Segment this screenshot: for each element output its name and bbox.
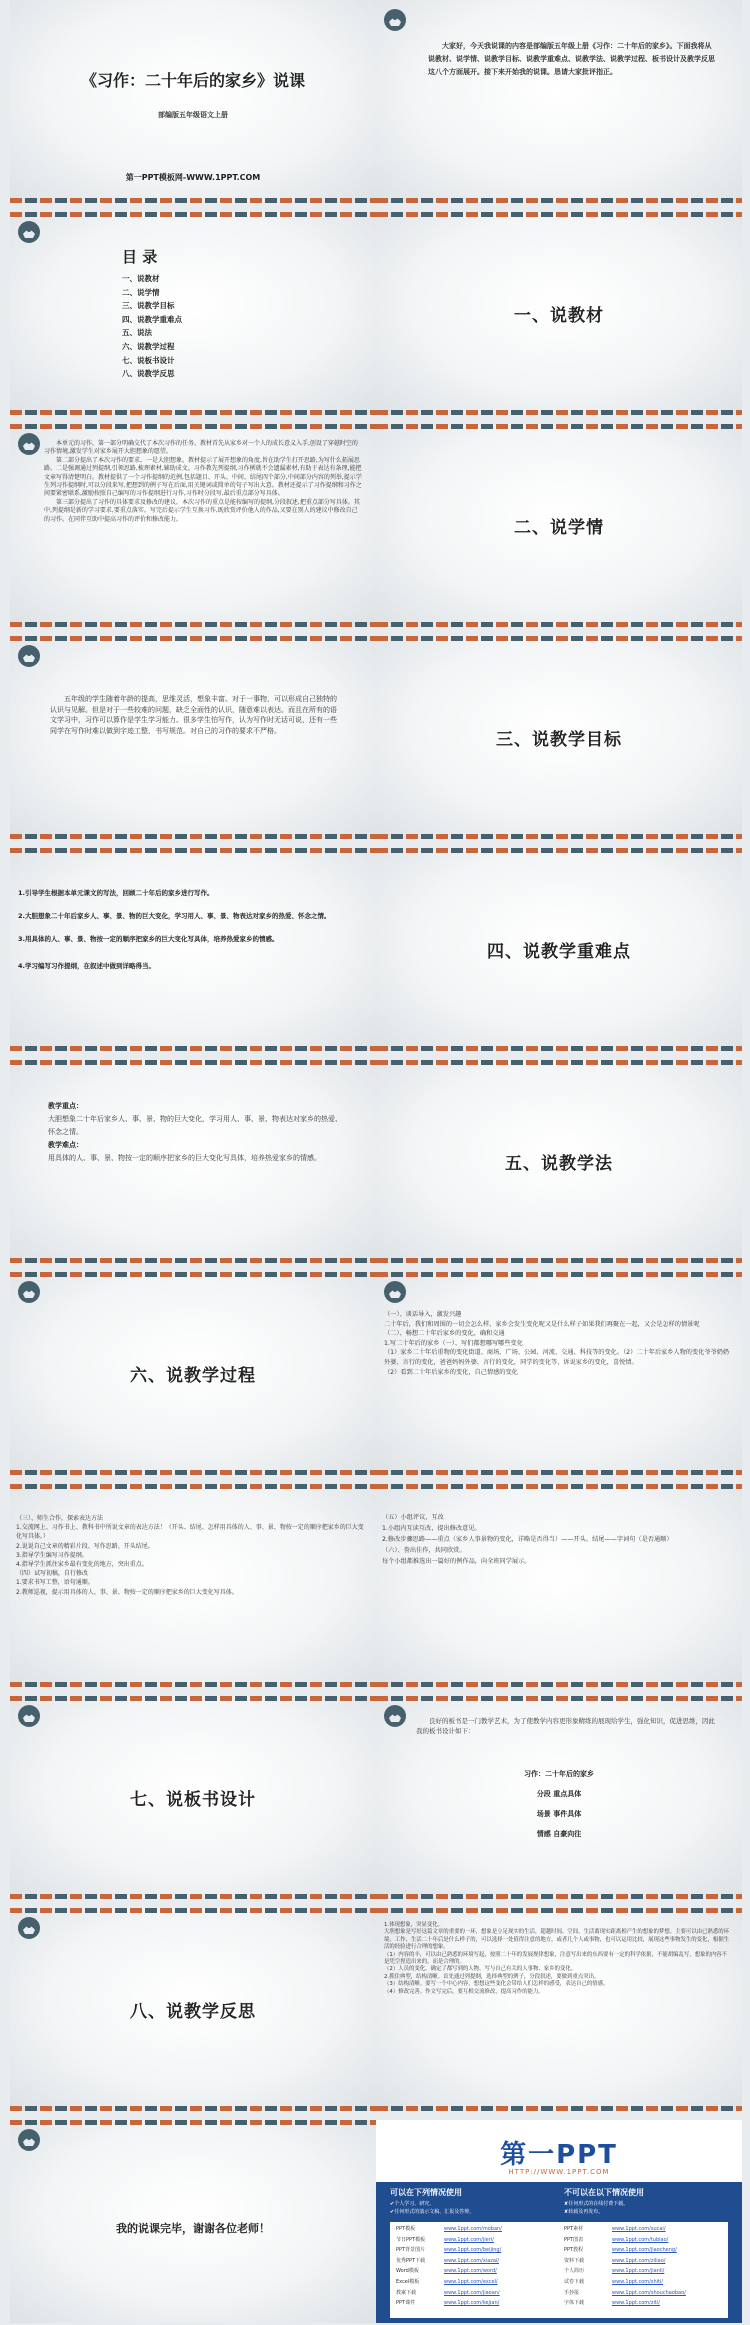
reflection-line: 2.抓住典型，结构清晰。首先通过列提纲，选择典型的例子，分段叙述，要做到重点突出。 <box>384 1973 600 1980</box>
student-analysis: 五年级的学生随着年龄的提高，思维灵活，想象丰富。对于一事物，可以形成自己独特的认识与见解。但是对于一些较难的问题，缺乏全面性的认识，随意难以表达。而且在所有的语文学习中，习作可以算作是学生学习能力。很多学生怕写作，认为写作时无话可说，还有一些同学在写作时难以做到字迹工整，书写规范。对自己的习作的要求不严格。 <box>50 695 337 735</box>
reflection-line: 大胆想象是写好这篇文章的重要的一环，想象是立足现实的生活，超越时间、空间，生活离现实距离相产生的想象的梦想。主要可以由已熟悉的环境、工作、生活二十年后是什么样子的，可以选择一处值得注意的地方，或者几个人或事物，也可以运用比较，展现这些事物发生的变化，根据生活的经验进行合理的想象。 <box>384 1929 730 1951</box>
bottom-stripe <box>376 198 742 203</box>
slide-7 <box>10 636 376 839</box>
process-line: 4.指导学生抓住家乡最有变化的地方，突出重点。 <box>16 1561 148 1569</box>
board-line: 情感 自豪向往 <box>536 1830 582 1838</box>
board-line: 分段 重点具体 <box>536 1790 582 1798</box>
site-link[interactable]: www.1ppt.com/tubiao/ <box>612 2236 669 2243</box>
process-line: （三）、师生合作，探索表达方法 <box>16 1515 104 1522</box>
link-label: Word模板 <box>396 2268 419 2275</box>
objective-item: 3.用具体的人、事、景、物按一定的顺序把家乡的巨大变化写具体，培养热爱家乡的情感。 <box>18 935 279 943</box>
section-title: 三、说教学目标 <box>496 730 622 750</box>
badge-icon <box>384 9 406 31</box>
top-stripe <box>10 1484 376 1489</box>
process-line: 1.小组内互读互改，提出修改意见。 <box>382 1525 481 1532</box>
bottom-stripe <box>376 1682 742 1687</box>
link-label: 教案下载 <box>396 2289 417 2296</box>
top-stripe <box>376 1484 742 1489</box>
key-point-heading: 教学重点： <box>48 1102 83 1110</box>
bottom-stripe <box>376 1894 742 1899</box>
site-link[interactable]: www.1ppt.com/jiaocheng/ <box>612 2247 677 2254</box>
link-label: 优秀PPT下载 <box>396 2257 426 2264</box>
slide-3 <box>10 212 376 415</box>
process-line: （1）家乡二十年后重物的变化街道、商场、广场、公园、河流、交通、科技等的变化。（2）二十年后家乡人物的变化爷爷奶奶外婆、言行的变化，爸爸妈妈外婆、言行的变化，同学的变化等，诉说家乡的变化，喜悦情。 <box>384 1349 730 1366</box>
board-intro: 良好的板书是一门教学艺术，为了使教学内容更形象精练的展现给学生，强化知识，促进思维，因此我的板书设计如下： <box>416 1717 715 1735</box>
link-label: PPT背景图片 <box>396 2247 426 2254</box>
site-name: 第一PPT模板网-WWW.1PPT.COM <box>125 173 261 182</box>
board-design <box>376 1764 742 1844</box>
site-link[interactable]: www.1ppt.com/beijing/ <box>444 2247 502 2254</box>
toc-item: 五、说法 <box>122 328 152 338</box>
link-label: PPT图表 <box>564 2236 584 2243</box>
board-line: 习作：二十年后的家乡 <box>524 1770 594 1778</box>
allowed-item: ✔个人学习、研究。 <box>390 2201 435 2207</box>
process-line: 1.交流网上、习作书上、教科书中所说文章的表达方法！（开头、结尾、怎样用具体的人、事、景、物按一定的顺序把家乡的巨大变化写具体。） <box>16 1524 364 1541</box>
top-stripe <box>376 1908 742 1913</box>
allowed-item: ✔任何形式的演示文稿、汇报及答辩。 <box>390 2209 475 2215</box>
site-link[interactable]: www.1ppt.com/shiti/ <box>612 2278 664 2285</box>
process-line: 二十年后，我们和周围的一切会怎么样，家乡会发生变化呢又是什么样子如果我们再聚在一起，又会是怎样的情景呢 <box>384 1320 700 1328</box>
textbook-analysis <box>44 440 362 524</box>
toc-item: 二、说学情 <box>122 287 160 297</box>
top-stripe <box>10 1060 376 1065</box>
slide-2 <box>376 0 742 203</box>
process-line: 2.修改步骤思路——重点（家乡人事景物的变化，详略是否得当）——开头、结尾——字词句（是否通顺） <box>382 1536 673 1543</box>
site-link[interactable]: www.1ppt.com/excel/ <box>444 2278 498 2285</box>
process-line: （一）、谈话导入，激发兴趣 <box>384 1311 462 1318</box>
board-line: 场景 事件具体 <box>536 1810 582 1818</box>
process-line: （二）、畅想二十年后家乡的变化，确和交通 <box>384 1330 505 1338</box>
slide-10 <box>376 848 742 1051</box>
link-label: PPT素材 <box>564 2226 584 2232</box>
right-labels <box>564 2224 610 2309</box>
slide-5 <box>10 424 376 627</box>
bottom-stripe <box>10 198 376 203</box>
intro-text: 大家好，今天我说课的内容是部编版五年级上册《习作：二十年后的家乡》。下面我将从说教材、说学情、说教学目标、说教学重难点、说教学法、说教学过程、板书设计及教学反思这八个方面展开。接下来开始我的说课。恳请大家批评指正。 <box>428 42 715 76</box>
reflection-line: （1）内容的丰，可以由已熟悉的环境写起，按照二十年的发展规律想象，注意写出来的东西要有一定的科学依据，不能胡编乱写，想象的内容不是凭空捏造出来的，而是合理的。 <box>384 1951 728 1966</box>
link-label: 个人简历 <box>564 2268 585 2275</box>
slide-16 <box>376 1484 742 1687</box>
reflection-line: 1.体现想象，突显变化。 <box>384 1922 444 1928</box>
top-stripe <box>10 636 376 641</box>
process-line: 3.指导学生编写习作提纲。 <box>16 1551 88 1559</box>
section-title: 一、说教材 <box>514 306 604 326</box>
top-stripe <box>10 212 376 217</box>
link-label: PPT模板 <box>396 2226 416 2232</box>
process-part-2 <box>16 1514 366 1597</box>
slide-8 <box>376 636 742 839</box>
process-line: （五）小组评议，互改 <box>382 1514 444 1521</box>
process-part-1 <box>384 1310 734 1377</box>
thanks-text: 我的说课完毕，谢谢各位老师！ <box>116 2222 270 2235</box>
key-points <box>48 1100 348 1165</box>
top-stripe <box>376 1272 742 1277</box>
reflection-text <box>384 1922 732 1996</box>
site-link[interactable]: www.1ppt.com/moban/ <box>444 2226 502 2232</box>
top-stripe <box>10 848 376 853</box>
top-stripe <box>10 2120 376 2125</box>
toc-item: 一、说教材 <box>122 274 160 283</box>
site-link[interactable]: www.1ppt.com/jieri/ <box>444 2236 494 2243</box>
site-link[interactable]: www.1ppt.com/jianli/ <box>612 2268 665 2275</box>
badge-icon <box>18 433 40 455</box>
objective-item: 1.引导学生根据本单元课文的写法，回顾二十年后的家乡进行写作。 <box>18 889 214 897</box>
section-title: 七、说板书设计 <box>130 1790 256 1810</box>
slide-9 <box>10 848 376 1051</box>
paragraph: 第三部分提出了习作的具体要求及修改的建议。本次习作的重点是能按编写的提纲,分段叙述,把重点部分写具体。其中,列提纲是新的学习要求,要重点落实。写完后提示学生互换习作,既欣赏评价他人的作品,又要在别人的建议中修改自己的习作。在同伴互助中提高习作的评价和修改能力。 <box>44 498 360 523</box>
link-label: 字体下载 <box>564 2300 585 2307</box>
link-label: 资料下载 <box>564 2257 585 2264</box>
badge-icon <box>384 1705 406 1727</box>
process-line: 1.要求书写工整，语句通顺。 <box>16 1579 94 1587</box>
link-label: Excel模板 <box>396 2278 420 2285</box>
site-link[interactable]: www.1ppt.com/xiazai/ <box>444 2257 500 2264</box>
paragraph: 第二部分提出了本次习作的要求。一是大胆想象。教材提示了展开想象的角度,旨在助学生打开思路,为写什么拓展思路。二是强调通过列提纲,引领思路,梳理素材,辅助成文。习作教先列提纲,习作例就不会遗漏素材,有助于表达有条理,能把文章写得清楚明白。教材提供了一个习作提纲的范例,包括题目、开头、中间、结尾四个部分,中间部分内容的列举,提示学生列习作提纲时,可以分段来写,把想到的例子写在后面,用关键词或简单的句子写出大意。教材还提示了习作提纲和习作之间要紧密联系,激励按照自己编写的习作提纲进行习作,习作时分段写,最后重点部分写具体。 <box>44 456 362 498</box>
bottom-stripe <box>10 410 376 415</box>
slide-4 <box>376 212 742 415</box>
toc-list <box>122 272 182 381</box>
badge-icon <box>18 645 40 667</box>
site-link[interactable]: www.1ppt.com/sucai/ <box>612 2226 666 2232</box>
toc-item: 六、说教学过程 <box>122 341 175 351</box>
forbidden-item: ✘转载及再发布。 <box>564 2209 604 2215</box>
toc-item: 八、说教学反思 <box>122 369 175 379</box>
objective-item: 4.学习编写习作提纲，在叙述中做到详略得当。 <box>18 962 155 970</box>
slide-12 <box>376 1060 742 1263</box>
slide-subtitle: 部编版五年级语文上册 <box>158 111 228 119</box>
process-line: （2）看到二十年后家乡的变化，自己情感的变化 <box>384 1368 518 1376</box>
link-label: PPT教程 <box>564 2247 584 2254</box>
process-line: 每个小组都推选出一篇好的例作品，向全班同学展示。 <box>382 1558 531 1565</box>
bottom-stripe <box>10 1046 376 1051</box>
slide-15 <box>10 1484 376 1687</box>
bottom-stripe <box>376 2106 742 2111</box>
key-point-text: 大胆想象二十年后家乡人、事、景、物的巨大变化，学习用人、事、景、物表达对家乡的热爱、怀念之情。 <box>48 1115 342 1136</box>
links-box <box>390 2222 728 2318</box>
difficulty-text: 用具体的人、事、景、物按一定的顺序把家乡的巨大变化写具体，培养热爱家乡的情感。 <box>48 1154 321 1162</box>
bottom-stripe <box>10 622 376 627</box>
link-label: 试卷下载 <box>564 2278 585 2285</box>
bottom-stripe <box>10 1682 376 1687</box>
brand-logo: 第一PPT <box>500 2140 618 2170</box>
process-line: 2.说说自己文章的精彩片段、写作思路、开头结尾。 <box>16 1542 154 1550</box>
site-link[interactable]: www.1ppt.com/kejian/ <box>444 2300 500 2307</box>
bottom-stripe <box>10 1258 376 1263</box>
badge-icon <box>18 2129 40 2151</box>
link-label: 节日PPT模板 <box>396 2236 426 2243</box>
forbidden-list <box>564 2200 628 2216</box>
slide-13 <box>10 1272 376 1475</box>
slide-14 <box>376 1272 742 1475</box>
slide-19 <box>10 1908 376 2111</box>
top-stripe <box>376 1696 742 1701</box>
slide-title: 《习作：二十年后的家乡》说课 <box>80 71 305 90</box>
bottom-stripe <box>10 834 376 839</box>
link-label: PPT课件 <box>396 2300 416 2307</box>
site-link[interactable]: www.1ppt.com/jiaoan/ <box>444 2289 500 2296</box>
process-line: （四）试写初稿，自行修改 <box>16 1570 89 1578</box>
brand-url: HTTP://WWW.1PPT.COM <box>508 2168 610 2176</box>
objectives-list <box>18 888 368 972</box>
left-links <box>444 2224 556 2309</box>
bottom-stripe <box>376 1470 742 1475</box>
difficulty-heading: 教学难点： <box>48 1141 83 1149</box>
section-title: 五、说教学法 <box>505 1154 613 1174</box>
site-link[interactable]: www.1ppt.com/word/ <box>444 2268 497 2275</box>
reflection-line: （3）结构清晰。要写一个中心内容，想想这些变化会带给人们怎样的感受，表达自己的情感。 <box>384 1981 609 1988</box>
slide-6 <box>376 424 742 627</box>
process-part-3 <box>382 1512 732 1567</box>
forbidden-item: ✘任何形式的在线付费下载。 <box>564 2201 629 2207</box>
usage-panel <box>376 2182 742 2323</box>
top-stripe <box>10 424 376 429</box>
allowed-list <box>390 2200 474 2216</box>
toc-item: 三、说教学目标 <box>122 301 175 311</box>
toc-heading: 目 录 <box>122 248 158 266</box>
slide-18 <box>376 1696 742 1899</box>
section-title: 六、说教学过程 <box>130 1366 256 1386</box>
allowed-heading: 可以在下列情况使用 <box>390 2188 462 2197</box>
slide-20 <box>376 1908 742 2111</box>
slide-1 <box>10 0 376 203</box>
slide-22 <box>376 2120 742 2323</box>
site-link[interactable]: www.1ppt.com/shouchaobao/ <box>612 2289 686 2296</box>
section-title: 二、说学情 <box>514 518 604 538</box>
reflection-line: （4）修改完善。作文写完后，要互相交流修改，提高习作的能力。 <box>384 1988 544 1995</box>
reflection-line: （2）人员的变化，确定了都写到的人物，写与自己有关的人事物、家乡的变化。 <box>384 1966 577 1973</box>
paragraph: 本单元的习作，第一部分明确交代了本次习作的任务。教材首先从家乡对一个人的成长意义入手,创设了穿越时空的习作情境,激发学生对家乡展开大胆想象的愿望。 <box>44 440 358 456</box>
site-link[interactable]: www.1ppt.com/ziti/ <box>612 2300 660 2307</box>
badge-icon <box>384 1281 406 1303</box>
slide-17 <box>10 1696 376 1899</box>
slide-21 <box>10 2120 376 2323</box>
badge-icon <box>18 221 40 243</box>
left-labels <box>396 2224 442 2309</box>
link-label: 手抄报 <box>564 2289 580 2296</box>
section-title: 八、说教学反思 <box>130 2002 256 2022</box>
section-title: 四、说教学重难点 <box>487 942 631 962</box>
slide-11 <box>10 1060 376 1263</box>
forbidden-heading: 不可以在以下情况使用 <box>564 2188 644 2197</box>
process-line: 2.教师巡视，提示用具体的人、事、景、物按一定的顺序把家乡的巨大变化写具体。 <box>16 1588 238 1596</box>
right-links <box>612 2224 724 2309</box>
toc-item: 七、说板书设计 <box>122 355 175 365</box>
toc-item: 四、说教学重难点 <box>122 314 182 324</box>
site-link[interactable]: www.1ppt.com/ziliao/ <box>612 2257 666 2264</box>
objective-item: 2.大胆想象二十年后家乡人、事、景、物的巨大变化，学习用人、事、景、物表达对家乡的热爱、怀念之情。 <box>18 912 331 920</box>
process-line: 1.写二十年后的家乡（一）、写们都想哪写哪些变化 <box>384 1339 523 1347</box>
process-line: （六）、誊出佳作，共同欣赏。 <box>382 1547 466 1554</box>
